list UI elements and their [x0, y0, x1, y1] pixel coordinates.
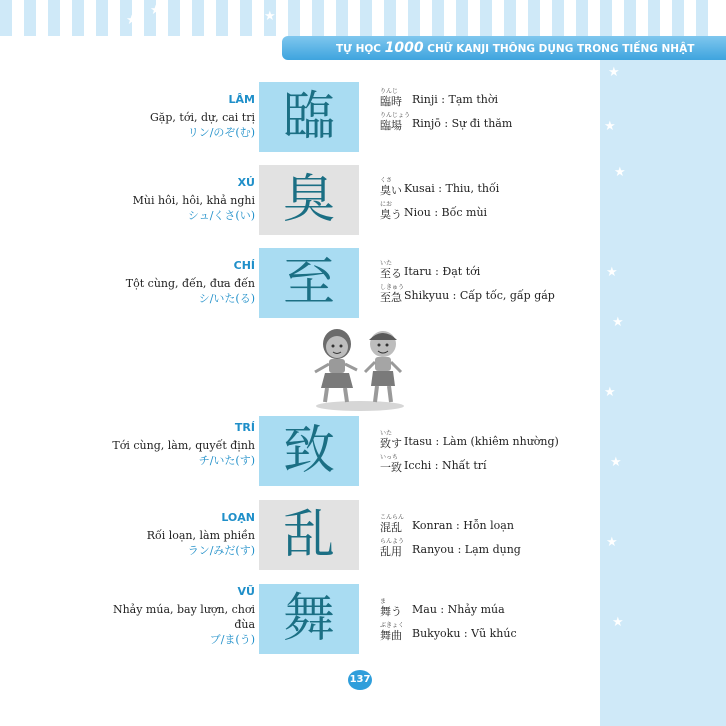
example-gloss: Kusai : Thiu, thối — [404, 182, 500, 195]
meaning-text: Nhảy múa, bay lượn, chơi đùa — [112, 603, 255, 631]
kanji-box — [259, 248, 359, 318]
kanji-entry — [0, 82, 600, 152]
example-gloss: Mau : Nhảy múa — [412, 603, 505, 616]
hanviet-label: TRÍ — [234, 421, 255, 434]
reading-text: シュ/くさ(い) — [187, 209, 255, 222]
hanviet-label: XÚ — [237, 176, 255, 189]
example-word: 舞曲 — [380, 629, 402, 642]
kanji-character: 舞 — [282, 589, 335, 649]
entry-info — [110, 584, 255, 647]
example-row — [380, 452, 600, 476]
furigana: しきゅう — [380, 284, 405, 291]
example-gloss: Itaru : Đạt tới — [404, 265, 481, 278]
title-prefix: TỰ HỌC — [336, 43, 382, 55]
reading-text: チ/いた(す) — [198, 454, 255, 467]
reading-text: ラン/みだ(す) — [187, 544, 255, 557]
examples — [380, 596, 600, 644]
example-gloss: Ranyou : Lạm dụng — [412, 543, 521, 556]
entry-info — [110, 92, 255, 140]
meaning-text: Tột cùng, đến, đưa đến — [125, 277, 255, 290]
furigana: ま — [380, 598, 387, 605]
furigana: にお — [380, 201, 393, 208]
examples — [380, 512, 600, 560]
example-gloss: Icchi : Nhất trí — [404, 459, 487, 472]
furigana: りんじ — [380, 88, 399, 95]
example-gloss: Rinjō : Sự đi thăm — [412, 117, 513, 130]
furigana: いた — [380, 430, 393, 437]
examples — [380, 428, 600, 476]
example-gloss: Konran : Hỗn loạn — [412, 519, 514, 532]
furigana: くさ — [380, 177, 393, 184]
meaning-text: Tới cùng, làm, quyết định — [112, 439, 255, 452]
example-row — [380, 620, 600, 644]
example-row — [380, 428, 600, 452]
examples — [380, 175, 600, 223]
page-number: 137 — [348, 670, 372, 690]
hanviet-label: CHÍ — [233, 259, 255, 272]
hanviet-label: VŨ — [237, 585, 255, 598]
header-band — [282, 36, 726, 60]
example-gloss: Rinji : Tạm thời — [412, 93, 498, 106]
hanviet-label: LOẠN — [221, 511, 255, 524]
top-stripes: ★ ★ ★ — [0, 0, 726, 36]
furigana: いっち — [380, 454, 399, 461]
example-gloss: Shikyuu : Cấp tốc, gấp gáp — [404, 289, 555, 302]
kanji-character: 臭 — [282, 170, 335, 230]
hanviet-label: LÂM — [228, 93, 255, 106]
meaning-text: Gặp, tới, dự, cai trị — [150, 111, 255, 124]
example-word: 混乱 — [380, 521, 402, 534]
example-word: 臨時 — [380, 95, 402, 108]
book-title — [336, 36, 694, 60]
kanji-box — [259, 165, 359, 235]
reading-text: リン/のぞ(む) — [187, 126, 255, 139]
example-word: 臨場 — [380, 119, 402, 132]
kanji-entry — [0, 500, 600, 570]
kanji-box — [259, 82, 359, 152]
entry-info — [110, 510, 255, 558]
kanji-box — [259, 500, 359, 570]
kanji-character: 至 — [282, 253, 335, 313]
reading-text: シ/いた(る) — [198, 292, 255, 305]
title-number: 1000 — [384, 40, 424, 56]
examples — [380, 258, 600, 306]
example-gloss: Itasu : Làm (khiêm nhường) — [404, 435, 559, 448]
example-word: 臭い — [380, 184, 402, 197]
furigana: いた — [380, 260, 393, 267]
entry-info — [110, 420, 255, 468]
dancing-children-icon — [305, 322, 415, 412]
furigana: こんらん — [380, 514, 405, 521]
examples — [380, 86, 600, 134]
example-word: 臭う — [380, 208, 402, 221]
kanji-entry — [0, 248, 600, 318]
kanji-entry — [0, 584, 600, 654]
kanji-box — [259, 416, 359, 486]
kanji-character: 乱 — [282, 505, 335, 565]
example-row — [380, 596, 600, 620]
furigana: らんよう — [380, 538, 405, 545]
example-gloss: Bukyoku : Vũ khúc — [412, 627, 517, 640]
kanji-entry — [0, 165, 600, 235]
example-row — [380, 110, 600, 134]
example-gloss: Niou : Bốc mùi — [404, 206, 488, 219]
kanji-box — [259, 584, 359, 654]
kanji-character: 臨 — [282, 87, 335, 147]
example-word: 一致 — [380, 461, 402, 474]
meaning-text: Mùi hôi, hôi, khả nghi — [132, 194, 255, 207]
example-row — [380, 199, 600, 223]
kanji-character: 致 — [282, 421, 335, 481]
example-word: 乱用 — [380, 545, 402, 558]
meaning-text: Rối loạn, làm phiền — [146, 529, 255, 542]
entry-info — [110, 175, 255, 223]
kanji-entry — [0, 416, 600, 486]
example-word: 至る — [380, 267, 402, 280]
furigana: りんじょう — [380, 112, 411, 119]
example-word: 至急 — [380, 291, 402, 304]
example-word: 致す — [380, 437, 402, 450]
reading-text: ブ/ま(う) — [209, 633, 255, 646]
title-suffix: CHỮ KANJI THÔNG DỤNG TRONG TIẾNG NHẬT — [427, 43, 695, 55]
side-decoration: ★ ★ ★ ★ ★ ★ ★ ★ ★ — [600, 36, 726, 726]
example-row — [380, 258, 600, 282]
furigana: ぶきょく — [380, 622, 405, 629]
example-row — [380, 282, 600, 306]
example-row — [380, 512, 600, 536]
entry-info — [110, 258, 255, 306]
example-row — [380, 86, 600, 110]
example-row — [380, 175, 600, 199]
example-row — [380, 536, 600, 560]
example-word: 舞う — [380, 605, 402, 618]
